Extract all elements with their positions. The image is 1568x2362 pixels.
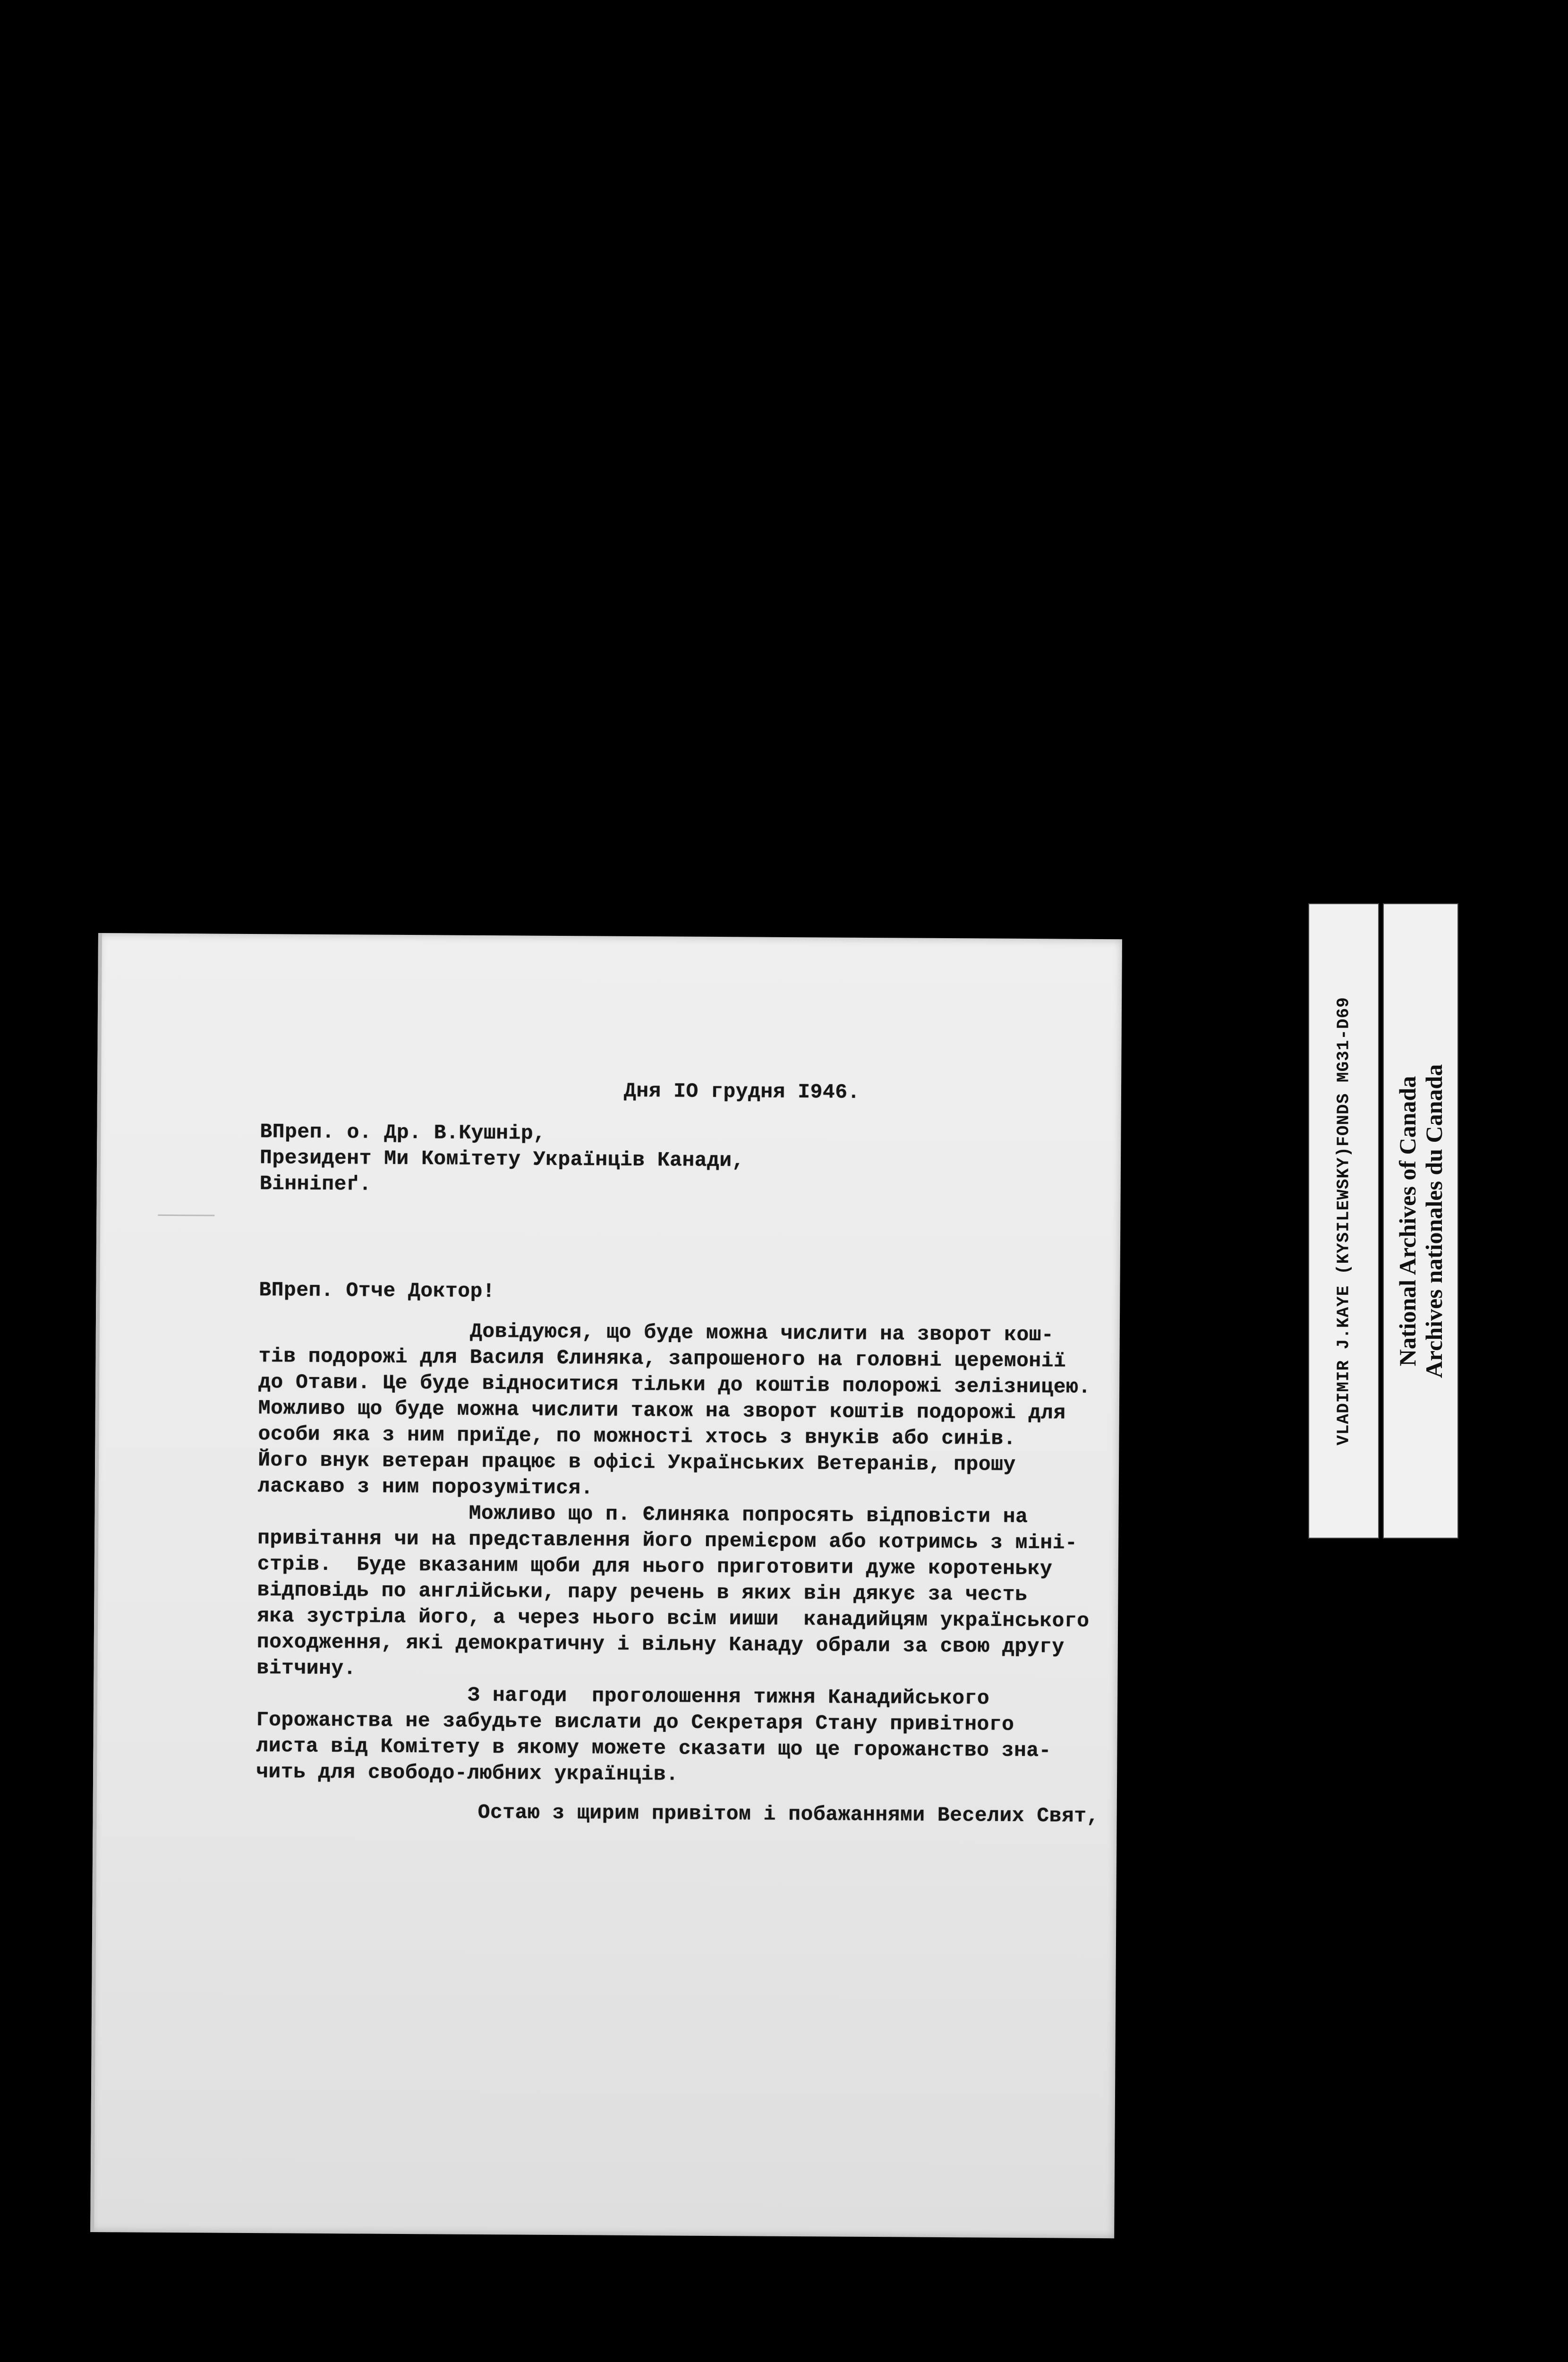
archives-label-text [1394,1064,1447,1378]
body-line: Горожанства не забудьте вислати до Секретаря Стану привітного [256,1708,1014,1736]
body-line: яка зустріла його, а через нього всім ииши канадийцям українського [257,1604,1090,1633]
fonds-label-text: VLADIMIR J.KAYE (KYSILEWSKY)FONDS MG31-D69 [1334,996,1354,1446]
recipient-address [260,1119,1115,1202]
address-line: Вінніпеґ. [259,1172,372,1196]
archives-label [1383,903,1458,1539]
body-line: вітчину. [256,1656,357,1680]
archives-name-en: National Archives of Canada [1394,1076,1421,1366]
address-line: ВПреп. о. Др. В.Кушнір, [260,1120,546,1145]
archives-name-fr: Archives nationales du Canada [1421,1064,1447,1378]
letter-body [256,1317,1114,1790]
letter-page [90,933,1122,2238]
body-line: особи яка з ним приїде, по можності хтось з внуків або синів. [258,1422,1016,1450]
body-line: листа від Комітету в якому можете сказати що це горожанство зна- [256,1734,1052,1763]
body-line: привітання чи на представлення його премієром або котримсь з міні- [257,1526,1078,1555]
letter-text [256,1076,1115,1829]
body-line: стрів. Буде вказаним щоби для нього приготовити дуже коротеньку [257,1552,1053,1581]
body-line: Можливо що буде можна числити також на зворот коштів подорожі для [258,1396,1066,1425]
body-line: тів подорожі для Василя Єлиняка, запрошеного на головні церемонії [258,1344,1066,1373]
margin-mark [158,1215,214,1216]
closing-line: Остаю з щирим привітом і побажаннями Веселих Свят, [477,1800,1099,1828]
body-line: чить для свободо-любних українців. [256,1760,679,1786]
body-line: відповідь по англійськи, пару речень в яких він дякує за честь [257,1578,1028,1607]
body-line: Можливо що п. Єлиняка попросять відповісти на [257,1500,1028,1529]
fonds-label [1308,903,1379,1539]
letter-date: Дня IO грудня I946. [623,1079,860,1104]
body-line: З нагоди проголошення тижня Канадийського [256,1682,990,1710]
body-line: походження, які демократичну і вільну Канаду обрали за свою другу [256,1630,1065,1659]
body-line: Його внук ветеран працює в офісі Українських Ветеранів, прошу [258,1448,1016,1476]
body-line: до Отави. Це буде відноситися тільки до коштів полорожі зелізницею. [258,1370,1091,1399]
salutation: ВПреп. Отче Доктор! [259,1278,495,1303]
body-line: ласкаво з ним порозумітися. [257,1474,594,1500]
body-line: Довідуюся, що буде можна числити на зворот кош- [258,1318,1054,1347]
page-edge [90,933,102,2232]
address-line: Президент Ми Комітету Українців Канади, [259,1146,745,1172]
